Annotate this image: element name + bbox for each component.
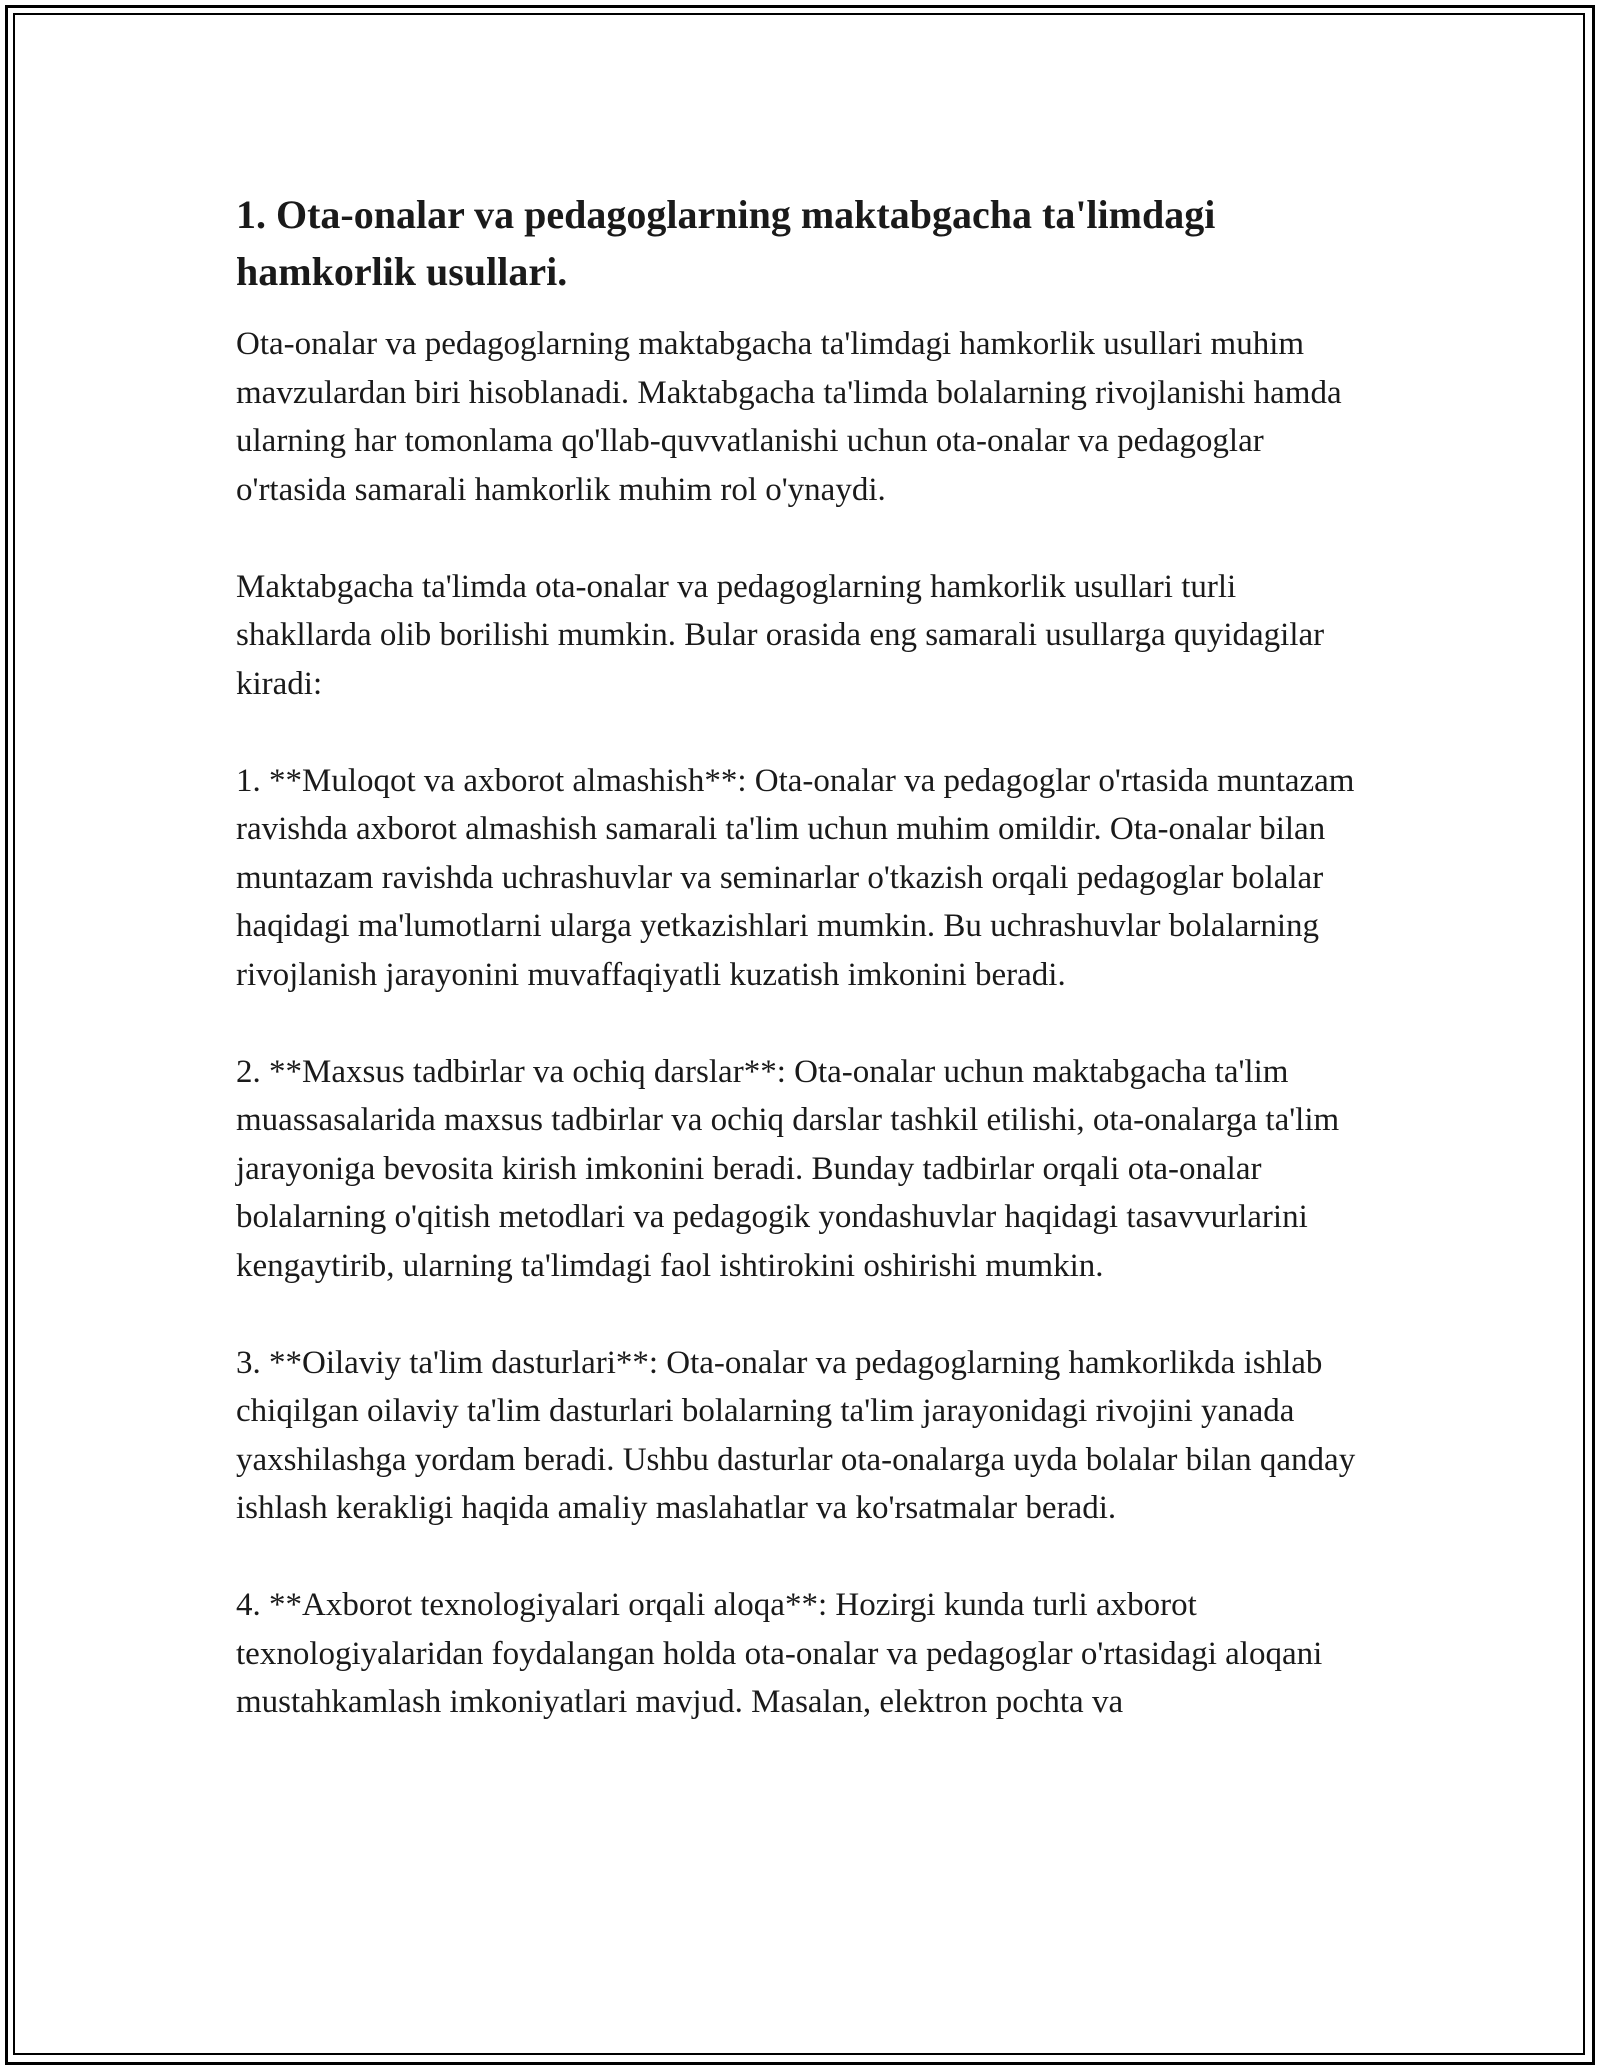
list-item-family-programs: 3. **Oilaviy ta'lim dasturlari**: Ota-onalar va pedagoglarning hamkorlikda ishlab chiqilgan oilaviy ta'lim dasturlari bolalarning ta'lim jarayonidagi rivojini yanada yaxshilashga yordam beradi. Ushbu dasturlar ota-onalarga uyda bolalar bilan qanday ishlash kerakligi haqida amaliy maslahatlar va ko'rsatmalar beradi. <box>236 1344 1356 1526</box>
list-item-it-communication: 4. **Axborot texnologiyalari orqali aloqa**: Hozirgi kunda turli axborot texnologiyalaridan foydalangan holda ota-onalar va pedagoglar o'rtasidagi aloqani mustahkamlash imkoniyatlari mavjud. Masalan, elektron pochta va <box>236 1587 1323 1720</box>
intro-paragraph: Ota-onalar va pedagoglarning maktabgacha ta'limdagi hamkorlik usullari muhim mavzulardan biri hisoblanadi. Maktabgacha ta'limda bolalarning rivojlanishi hamda ularning har tomonlama qo'llab-quvvatlanishi uchun ota-onalar va pedagoglar o'rtasida samarali hamkorlik muhim rol o'ynaydi. <box>236 326 1342 508</box>
methods-intro-paragraph: Maktabgacha ta'limda ota-onalar va pedagoglarning hamkorlik usullari turli shakllarda olib borilishi mumkin. Bular orasida eng samarali usullarga quyidagilar kiradi: <box>236 568 1325 702</box>
list-item-special-events: 2. **Maxsus tadbirlar va ochiq darslar**: Ota-onalar uchun maktabgacha ta'lim muassasalarida maxsus tadbirlar va ochiq darslar tashkil etilishi, ota-onalarga ta'lim jarayoniga bevosita kirish imkonini beradi. Bunday tadbirlar orqali ota-onalar bolalarning o'qitish metodlari va pedagogik yondashuvlar haqidagi tasavvurlarini kengaytirib, ularning ta'limdagi faol ishtirokini oshirishi mumkin. <box>236 1053 1340 1284</box>
document-body <box>236 186 1366 1775</box>
list-item-communication: 1. **Muloqot va axborot almashish**: Ota-onalar va pedagoglar o'rtasida muntazam ravishda axborot almashish samarali ta'lim uchun muhim omildir. Ota-onalar bilan muntazam ravishda uchrashuvlar va seminarlar o'tkazish orqali pedagoglar bolalar haqidagi ma'lumotlarni ularga yetkazishlari mumkin. Bu uchrashuvlar bolalarning rivojlanish jarayonini muvaffaqiyatli kuzatish imkonini beradi. <box>236 762 1355 993</box>
page-title: 1. Ota-onalar va pedagoglarning maktabgacha ta'limdagi hamkorlik usullari. <box>236 192 1216 294</box>
